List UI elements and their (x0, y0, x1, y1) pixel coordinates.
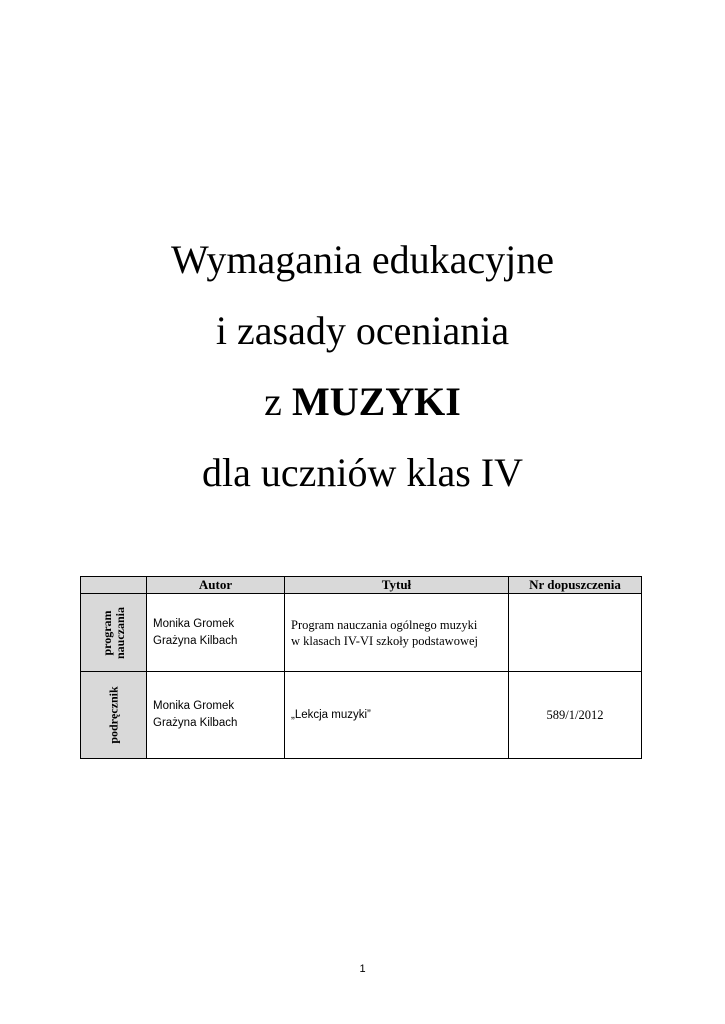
title-line-3-prefix: z (264, 379, 292, 424)
title-line-3 (0, 366, 725, 437)
header-empty (81, 577, 147, 594)
row-label-textbook (81, 672, 147, 759)
document-title (0, 224, 725, 508)
title-line-1: Wymagania edukacyjne (171, 237, 554, 282)
author-name-1: Monika Gromek (153, 617, 235, 630)
page-number: 1 (359, 963, 366, 975)
program-title-line1: Program nauczania ogólnego muzyki (291, 617, 478, 632)
header-approval-number: Nr dopuszczenia (509, 577, 642, 594)
row-label-program (81, 594, 147, 672)
cell-nr-textbook: 589/1/2012 (509, 672, 642, 759)
row-label-program-line2: nauczania (112, 606, 127, 659)
subject-name: MUZYKI (291, 379, 461, 424)
cell-author-program (147, 594, 285, 672)
header-title: Tytuł (285, 577, 509, 594)
cell-nr-program (509, 594, 642, 672)
author-name-2: Grażyna Kilbach (153, 634, 238, 647)
program-title-line2: w klasach IV-VI szkoły podstawowej (291, 633, 478, 648)
header-author: Autor (147, 577, 285, 594)
cell-title-textbook: „Lekcja muzyki” (285, 672, 509, 759)
cell-title-program (285, 594, 509, 672)
row-label-textbook-line1: podręcznik (106, 686, 120, 744)
row-label-program-line1: program (99, 609, 114, 656)
title-line-4: dla uczniów klas IV (201, 450, 523, 495)
cell-author-textbook (147, 672, 285, 759)
title-line-2: i zasady oceniania (215, 308, 510, 353)
curriculum-table (80, 576, 642, 759)
author-name-2: Grażyna Kilbach (153, 717, 238, 729)
table-row-program (81, 594, 642, 672)
table-row-textbook (81, 672, 642, 759)
table-header-row (81, 577, 642, 594)
author-name-1: Monika Gromek (153, 700, 235, 712)
